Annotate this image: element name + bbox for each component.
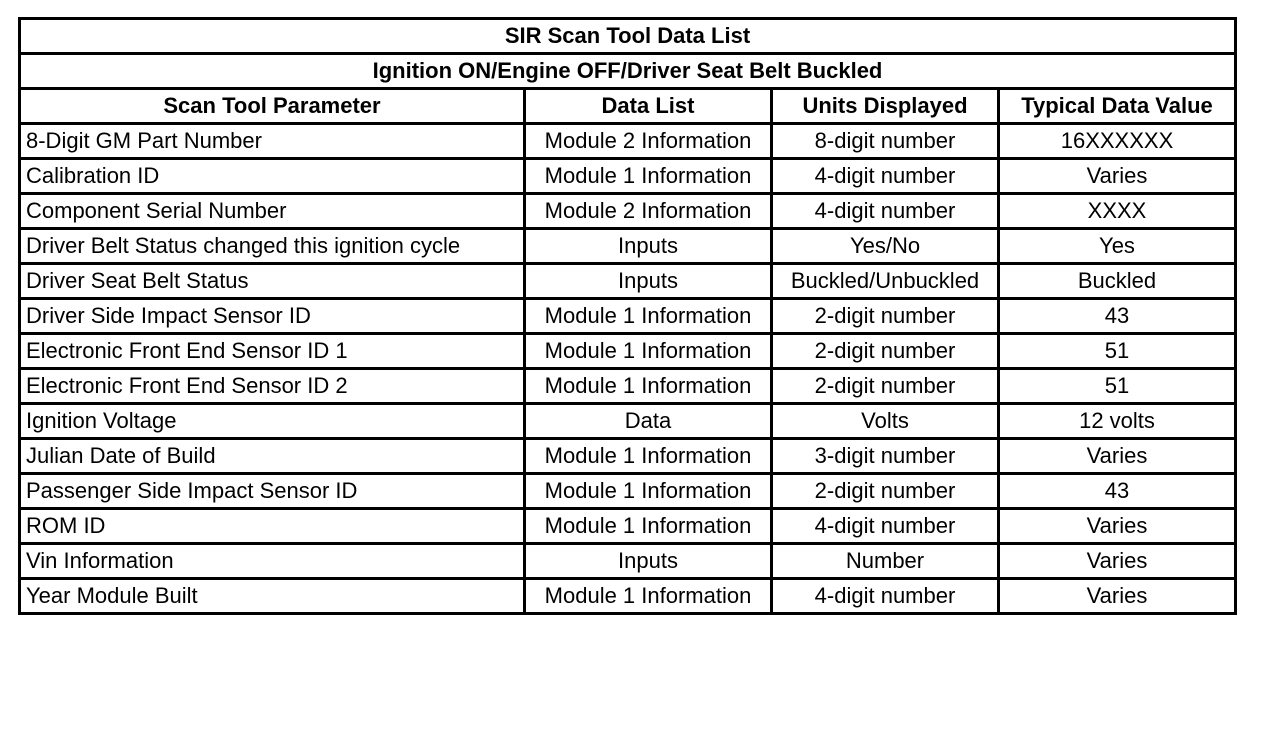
- cell-typical-value: Varies: [999, 159, 1236, 194]
- cell-data-list: Module 1 Information: [525, 369, 772, 404]
- cell-units: Yes/No: [772, 229, 999, 264]
- cell-units: 2-digit number: [772, 299, 999, 334]
- column-header-data-list: Data List: [525, 89, 772, 124]
- table-title: SIR Scan Tool Data List: [20, 19, 1236, 54]
- table-row: [20, 544, 1236, 579]
- table-row: [20, 264, 1236, 299]
- cell-parameter: Ignition Voltage: [20, 404, 525, 439]
- cell-units: 2-digit number: [772, 369, 999, 404]
- cell-data-list: Data: [525, 404, 772, 439]
- cell-typical-value: Varies: [999, 579, 1236, 614]
- table-row: [20, 229, 1236, 264]
- column-header-typical-value: Typical Data Value: [999, 89, 1236, 124]
- cell-units: Buckled/Unbuckled: [772, 264, 999, 299]
- table-row: [20, 334, 1236, 369]
- cell-data-list: Inputs: [525, 229, 772, 264]
- table-row: [20, 369, 1236, 404]
- cell-typical-value: Varies: [999, 544, 1236, 579]
- cell-data-list: Module 1 Information: [525, 579, 772, 614]
- cell-units: 2-digit number: [772, 474, 999, 509]
- cell-typical-value: 43: [999, 474, 1236, 509]
- cell-units: 2-digit number: [772, 334, 999, 369]
- cell-parameter: Electronic Front End Sensor ID 2: [20, 369, 525, 404]
- cell-typical-value: 51: [999, 334, 1236, 369]
- column-header-units: Units Displayed: [772, 89, 999, 124]
- cell-parameter: Calibration ID: [20, 159, 525, 194]
- cell-units: Number: [772, 544, 999, 579]
- table-row: [20, 124, 1236, 159]
- table-row: [20, 159, 1236, 194]
- cell-units: Volts: [772, 404, 999, 439]
- cell-parameter: 8-Digit GM Part Number: [20, 124, 525, 159]
- table-row: [20, 194, 1236, 229]
- cell-units: 4-digit number: [772, 579, 999, 614]
- cell-parameter: Driver Belt Status changed this ignition cycle: [20, 229, 525, 264]
- data-table-container: [18, 17, 1237, 615]
- cell-data-list: Module 1 Information: [525, 299, 772, 334]
- cell-parameter: Component Serial Number: [20, 194, 525, 229]
- subtitle-row: [20, 54, 1236, 89]
- cell-data-list: Module 2 Information: [525, 194, 772, 229]
- cell-units: 4-digit number: [772, 159, 999, 194]
- cell-data-list: Inputs: [525, 264, 772, 299]
- cell-units: 4-digit number: [772, 194, 999, 229]
- cell-units: 4-digit number: [772, 509, 999, 544]
- cell-parameter: ROM ID: [20, 509, 525, 544]
- cell-data-list: Module 1 Information: [525, 334, 772, 369]
- cell-parameter: Vin Information: [20, 544, 525, 579]
- cell-typical-value: Yes: [999, 229, 1236, 264]
- cell-typical-value: 16XXXXXX: [999, 124, 1236, 159]
- cell-parameter: Driver Seat Belt Status: [20, 264, 525, 299]
- scan-tool-data-table: [18, 17, 1237, 615]
- cell-units: 3-digit number: [772, 439, 999, 474]
- title-row: [20, 19, 1236, 54]
- cell-typical-value: Varies: [999, 509, 1236, 544]
- cell-parameter: Passenger Side Impact Sensor ID: [20, 474, 525, 509]
- cell-data-list: Module 1 Information: [525, 439, 772, 474]
- column-header-row: [20, 89, 1236, 124]
- cell-typical-value: 43: [999, 299, 1236, 334]
- cell-parameter: Electronic Front End Sensor ID 1: [20, 334, 525, 369]
- cell-data-list: Inputs: [525, 544, 772, 579]
- cell-data-list: Module 1 Information: [525, 474, 772, 509]
- cell-parameter: Year Module Built: [20, 579, 525, 614]
- table-row: [20, 439, 1236, 474]
- table-row: [20, 474, 1236, 509]
- cell-parameter: Driver Side Impact Sensor ID: [20, 299, 525, 334]
- cell-typical-value: Varies: [999, 439, 1236, 474]
- cell-typical-value: Buckled: [999, 264, 1236, 299]
- cell-typical-value: 12 volts: [999, 404, 1236, 439]
- cell-data-list: Module 2 Information: [525, 124, 772, 159]
- cell-units: 8-digit number: [772, 124, 999, 159]
- table-row: [20, 579, 1236, 614]
- cell-typical-value: 51: [999, 369, 1236, 404]
- table-row: [20, 509, 1236, 544]
- cell-data-list: Module 1 Information: [525, 159, 772, 194]
- cell-typical-value: XXXX: [999, 194, 1236, 229]
- table-row: [20, 299, 1236, 334]
- table-row: [20, 404, 1236, 439]
- cell-parameter: Julian Date of Build: [20, 439, 525, 474]
- table-subtitle: Ignition ON/Engine OFF/Driver Seat Belt Buckled: [20, 54, 1236, 89]
- column-header-parameter: Scan Tool Parameter: [20, 89, 525, 124]
- cell-data-list: Module 1 Information: [525, 509, 772, 544]
